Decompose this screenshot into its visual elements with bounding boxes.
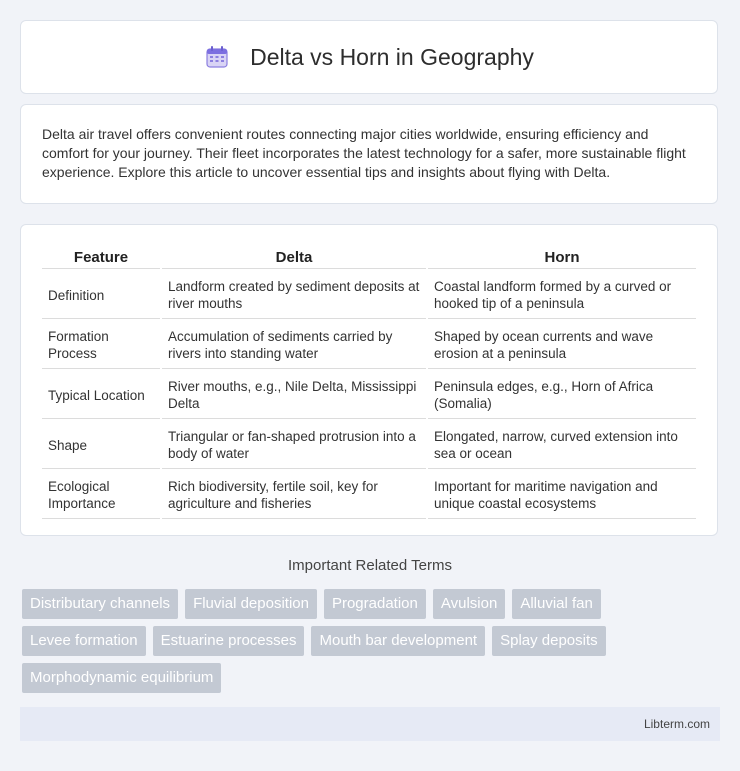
header-horn: Horn [428, 245, 696, 269]
related-terms-list [22, 589, 722, 700]
comparison-table-card [20, 224, 718, 536]
horn-cell: Coastal landform formed by a curved or hooked tip of a peninsula [428, 271, 696, 319]
feature-cell: Typical Location [42, 371, 160, 419]
footer [20, 707, 720, 741]
horn-cell: Peninsula edges, e.g., Horn of Africa (Somalia) [428, 371, 696, 419]
table-row [42, 321, 696, 369]
header-card [20, 20, 718, 94]
term-tag[interactable]: Avulsion [433, 589, 505, 619]
page-title: Delta vs Horn in Geography [250, 43, 534, 70]
feature-cell: Formation Process [42, 321, 160, 369]
feature-cell: Shape [42, 421, 160, 469]
term-tag[interactable]: Estuarine processes [153, 626, 305, 656]
term-tag[interactable]: Alluvial fan [512, 589, 601, 619]
feature-cell: Ecological Importance [42, 471, 160, 519]
horn-cell: Elongated, narrow, curved extension into sea or ocean [428, 421, 696, 469]
footer-site-link[interactable]: Libterm.com [643, 717, 710, 731]
term-tag[interactable]: Levee formation [22, 626, 146, 656]
term-tag[interactable]: Progradation [324, 589, 426, 619]
comparison-table [40, 243, 698, 521]
term-tag[interactable]: Splay deposits [492, 626, 606, 656]
header-feature: Feature [42, 245, 160, 269]
term-tag[interactable]: Distributary channels [22, 589, 178, 619]
delta-cell: Landform created by sediment deposits at river mouths [162, 271, 426, 319]
term-tag[interactable]: Mouth bar development [311, 626, 485, 656]
delta-cell: Triangular or fan-shaped protrusion into a body of water [162, 421, 426, 469]
delta-cell: Rich biodiversity, fertile soil, key for agriculture and fisheries [162, 471, 426, 519]
calendar-icon [204, 44, 230, 70]
horn-cell: Shaped by ocean currents and wave erosion at a peninsula [428, 321, 696, 369]
intro-card [20, 104, 718, 204]
term-tag[interactable]: Fluvial deposition [185, 589, 317, 619]
table-row [42, 371, 696, 419]
horn-cell: Important for maritime navigation and unique coastal ecosystems [428, 471, 696, 519]
intro-text: Delta air travel offers convenient routes connecting major cities worldwide, ensuring efficiency and comfort for your journey. Their fleet incorporates the latest technology for a safer, more sustainable flight experience. Explore this article to uncover essential tips and insights about flying with Delta. [42, 126, 686, 180]
table-row [42, 271, 696, 319]
feature-cell: Definition [42, 271, 160, 319]
term-tag[interactable]: Morphodynamic equilibrium [22, 663, 221, 693]
related-terms-title: Important Related Terms [288, 557, 452, 574]
delta-cell: Accumulation of sediments carried by rivers into standing water [162, 321, 426, 369]
delta-cell: River mouths, e.g., Nile Delta, Mississippi Delta [162, 371, 426, 419]
header-delta: Delta [162, 245, 426, 269]
table-row [42, 421, 696, 469]
table-header-row [42, 245, 696, 269]
table-row [42, 471, 696, 519]
